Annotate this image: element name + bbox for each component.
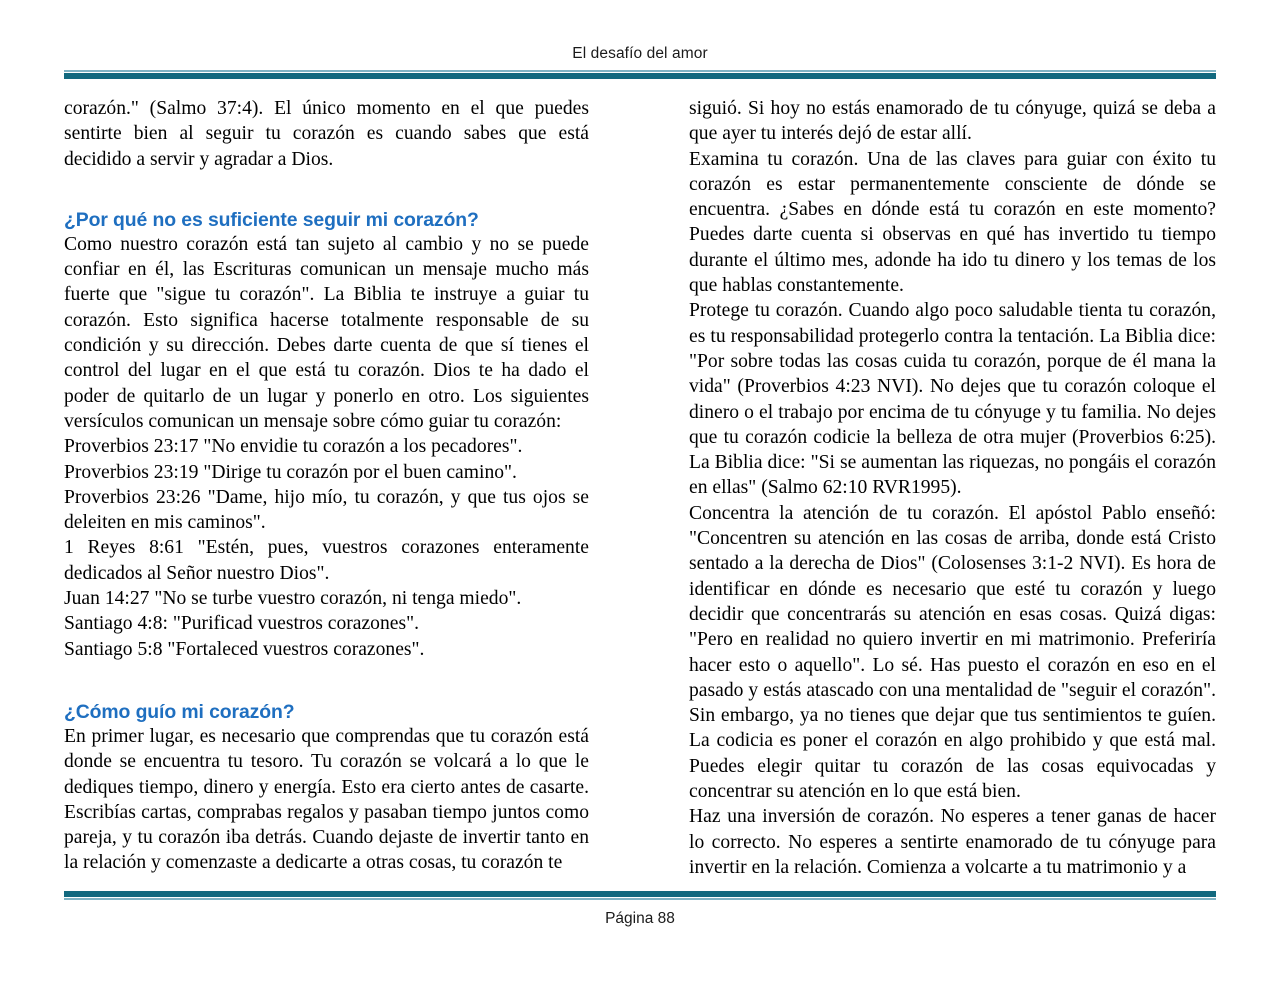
verse-line: Juan 14:27 "No se turbe vuestro corazón, ni tenga miedo". bbox=[64, 588, 522, 610]
page-header bbox=[64, 44, 1216, 79]
left-continued-paragraph: corazón." (Salmo 37:4). El único momento en el que puedes sentirte bien al seguir tu corazón es cuando sabes que está decidido a servir y agradar a Dios. bbox=[64, 98, 589, 170]
verse-line: Santiago 4:8: "Purificad vuestros corazones". bbox=[64, 613, 419, 635]
right-paragraph-haz-una-inversion: Haz una inversión de corazón. No esperes a tener ganas de hacer lo correcto. No esperes a sentirte enamorado de tu cónyuge para invertir en la relación. Comienza a volcarte a tu matrimonio y a bbox=[689, 806, 1216, 878]
left-column bbox=[64, 96, 589, 886]
two-column-body bbox=[64, 96, 1216, 886]
header-rule-thick-bar bbox=[64, 73, 1216, 79]
verse-line: Proverbios 23:26 "Dame, hijo mío, tu corazón, y que tus ojos se deleiten en mis caminos". bbox=[64, 486, 589, 534]
left-heading-2-spacer bbox=[64, 662, 589, 700]
page-number-label: Página 88 bbox=[605, 910, 675, 927]
verse-line: Santiago 5:8 "Fortaleced vuestros corazones". bbox=[64, 638, 425, 660]
running-head-title: El desafío del amor bbox=[572, 45, 708, 62]
right-column bbox=[689, 96, 1216, 886]
verse-line: Proverbios 23:19 "Dirige tu corazón por el buen camino". bbox=[64, 461, 517, 483]
verse-list bbox=[64, 434, 589, 662]
verse-line: 1 Reyes 8:61 "Estén, pues, vuestros corazones enteramente dedicados al Señor nuestro Dios". bbox=[64, 537, 589, 584]
right-continued-paragraph: siguió. Si hoy no estás enamorado de tu cónyuge, quizá se deba a que ayer tu interés dejó de estar allí. bbox=[689, 98, 1216, 145]
right-paragraph-protege-tu-corazon: Protege tu corazón. Cuando algo poco saludable tienta tu corazón, es tu responsabilidad protegerlo contra la tentación. La Biblia dice: "Por sobre todas las cosas cuida tu corazón, porque de él mana la vida" (Proverbios 4:23 NVI). No dejes que tu corazón coloque el dinero o el trabajo por encima de tu cónyuge y tu familia. No dejes que tu corazón codicie la belleza de otra mujer (Proverbios 6:25). La Biblia dice: "Si se aumentan las riquezas, no pongáis el corazón en ellas" (Salmo 62:10 RVR1995). bbox=[689, 300, 1216, 499]
left-paragraph-1: Como nuestro corazón está tan sujeto al cambio y no se puede confiar en él, las Escrituras comunican un mensaje mucho más fuerte que "sigue tu corazón". La Biblia te instruye a guiar tu corazón. Esto significa hacerse totalmente responsable de su condición y su dirección. Debes darte cuenta de que sí tienes el control del lugar en el que está tu corazón. Dios te ha dado el poder de quitarlo de un lugar y ponerlo en otro. Los siguientes versículos comunican un mensaje sobre cómo guiar tu corazón: bbox=[64, 233, 589, 432]
footer-divider-rule bbox=[64, 891, 1216, 900]
section-heading-por-que-no-es-suficiente: ¿Por qué no es suficiente seguir mi corazón? bbox=[64, 208, 479, 231]
header-divider-rule bbox=[64, 70, 1216, 79]
left-heading-1-spacer bbox=[64, 172, 589, 208]
right-paragraph-examina-tu-corazon: Examina tu corazón. Una de las claves para guiar con éxito tu corazón es estar permanentemente consciente de dónde se encuentra. ¿Sabes en dónde está tu corazón en este momento? Puedes darte cuenta si observas en qué has invertido tu tiempo durante el último mes, adonde ha ido tu dinero y los temas de los que hablas constantemente. bbox=[689, 148, 1216, 297]
verse-line: Proverbios 23:17 "No envidie tu corazón a los pecadores". bbox=[64, 436, 523, 458]
footer-rule-thin-line bbox=[64, 898, 1216, 900]
page-footer bbox=[64, 891, 1216, 928]
right-paragraph-concentra-la-atencion: Concentra la atención de tu corazón. El apóstol Pablo enseñó: "Concentren su atención en las cosas de arriba, donde está Cristo sentado a la derecha de Dios" (Colosenses 3:1-2 NVI). Es hora de identificar en dónde es necesario que esté tu corazón y luego decidir que concentrarás su atención en esas cosas. Quizá digas: "Pero en realidad no quiero invertir en mi matrimonio. Preferiría hacer esto o aquello". Lo sé. Has puesto el corazón en eso en el pasado y estás atascado con una mentalidad de "seguir el corazón". Sin embargo, ya no tienes que dejar que tus sentimientos te guíen. La codicia es poner el corazón en algo prohibido y que está mal. Puedes elegir quitar tu corazón de las cosas equivocadas y concentrar su atención en lo que está bien. bbox=[689, 502, 1216, 803]
section-heading-como-guio-mi-corazon: ¿Cómo guío mi corazón? bbox=[64, 700, 295, 723]
left-paragraph-2: En primer lugar, es necesario que comprendas que tu corazón está donde se encuentra tu tesoro. Tu corazón se volcará a lo que le dediques tiempo, dinero y energía. Esto era cierto antes de casarte. Escribías cartas, comprabas regalos y pasaban tiempo juntos como pareja, y tu corazón iba detrás. Cuando dejaste de invertir tanto en la relación y comenzaste a dedicarte a otras cosas, tu corazón te bbox=[64, 725, 589, 874]
